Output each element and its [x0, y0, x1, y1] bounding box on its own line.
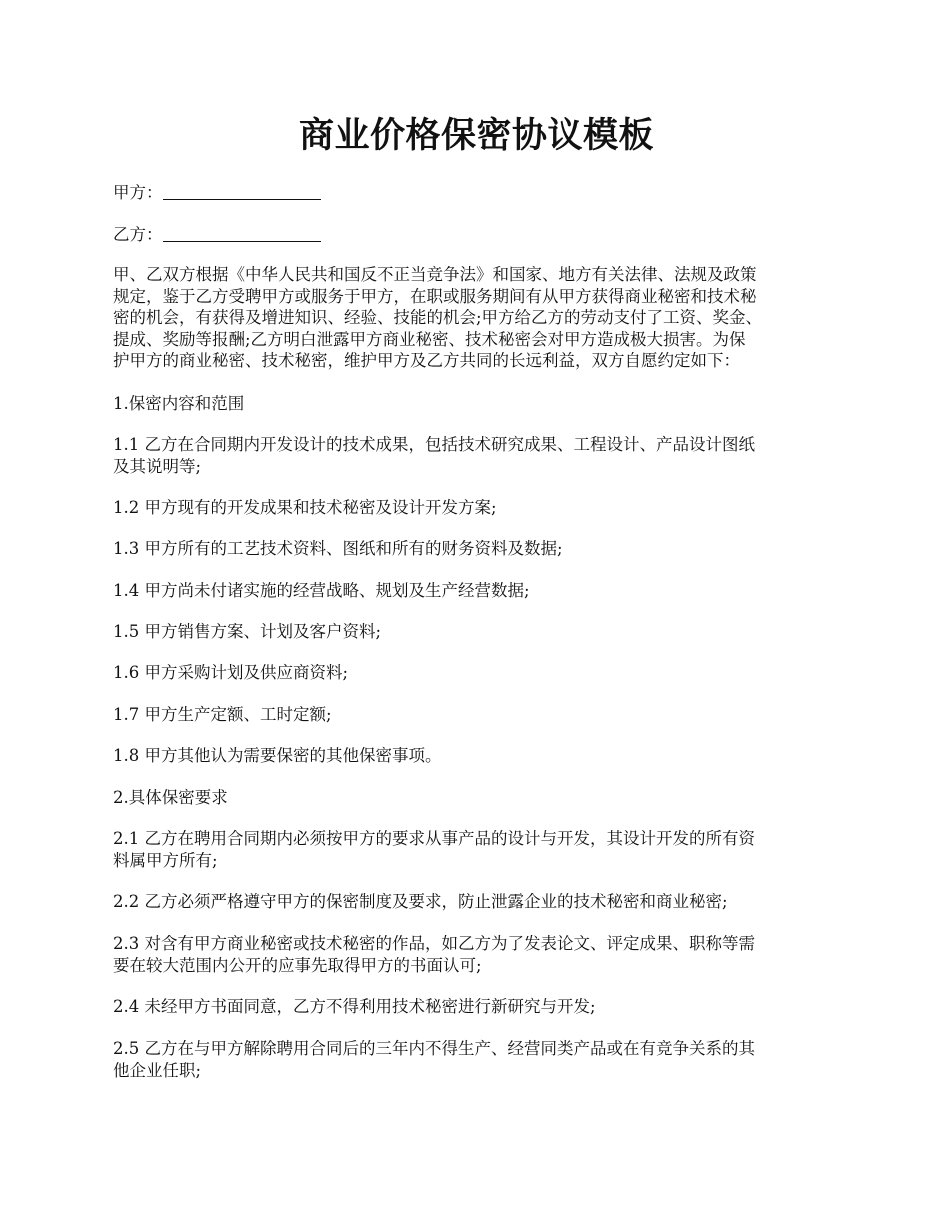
party-b-line — [113, 224, 840, 246]
clause-1-6: 1.6 甲方采购计划及供应商资料; — [113, 663, 349, 682]
intro-line: 提成、奖励等报酬;乙方明白泄露甲方商业秘密、技术秘密会对甲方造成极大损害。为保 — [113, 329, 746, 349]
clause-2-3 — [113, 933, 840, 976]
clause-line: 2.1 乙方在聘用合同期内必须按甲方的要求从事产品的设计与开发，其设计开发的所有资 — [113, 829, 755, 848]
party-b-label: 乙方： — [113, 225, 163, 244]
clause-1-1 — [113, 434, 840, 477]
party-a-line — [113, 182, 840, 204]
clause-line: 他企业任职; — [113, 1060, 202, 1080]
clause-line: 要在较大范围内公开的应事先取得甲方的书面认可; — [113, 955, 482, 975]
clause-1-8: 1.8 甲方其他认为需要保密的其他保密事项。 — [113, 746, 442, 765]
party-b-blank — [163, 225, 321, 242]
clause-2-4: 2.4 未经甲方书面同意，乙方不得利用技术秘密进行新研究与开发; — [113, 997, 596, 1016]
clause-line: 2.3 对含有甲方商业秘密或技术秘密的作品，如乙方为了发表论文、评定成果、职称等需 — [113, 934, 755, 953]
intro-line: 护甲方的商业秘密、技术秘密，维护甲方及乙方共同的长远利益，双方自愿约定如下： — [113, 351, 740, 370]
clause-1-7: 1.7 甲方生产定额、工时定额; — [113, 705, 332, 724]
section-1-heading: 1.保密内容和范围 — [113, 394, 245, 413]
section-2-heading: 2.具体保密要求 — [113, 788, 228, 807]
clause-1-5: 1.5 甲方销售方案、计划及客户资料; — [113, 622, 382, 641]
clause-line: 2.5 乙方在与甲方解除聘用合同后的三年内不得生产、经营同类产品或在有竞争关系的其 — [113, 1039, 755, 1058]
intro-paragraph — [113, 264, 840, 372]
clause-2-1 — [113, 828, 840, 871]
clause-1-2: 1.2 甲方现有的开发成果和技术秘密及设计开发方案; — [113, 498, 497, 517]
intro-line: 规定，鉴于乙方受聘甲方或服务于甲方，在职或服务期间有从甲方获得商业秘密和技术秘 — [113, 286, 757, 306]
clause-2-5 — [113, 1038, 840, 1081]
intro-line: 甲、乙双方根据《中华人民共和国反不正当竞争法》和国家、地方有关法律、法规及政策 — [113, 265, 757, 284]
clause-2-2: 2.2 乙方必须严格遵守甲方的保密制度及要求，防止泄露企业的技术秘密和商业秘密; — [113, 892, 728, 911]
document-title: 商业价格保密协议模板 — [298, 115, 654, 156]
clause-line: 1.1 乙方在合同期内开发设计的技术成果，包括技术研究成果、工程设计、产品设计图纸 — [113, 435, 755, 454]
clause-line: 料属甲方所有; — [113, 850, 218, 870]
clause-1-4: 1.4 甲方尚未付诸实施的经营战略、规划及生产经营数据; — [113, 581, 530, 600]
intro-line: 密的机会，有获得及增进知识、经验、技能的机会;甲方给乙方的劳动支付了工资、奖金、 — [113, 308, 763, 327]
clause-1-3: 1.3 甲方所有的工艺技术资料、图纸和所有的财务资料及数据; — [113, 539, 563, 558]
party-a-blank — [163, 183, 321, 200]
party-a-label: 甲方： — [113, 183, 163, 202]
clause-line: 及其说明等; — [113, 456, 202, 476]
